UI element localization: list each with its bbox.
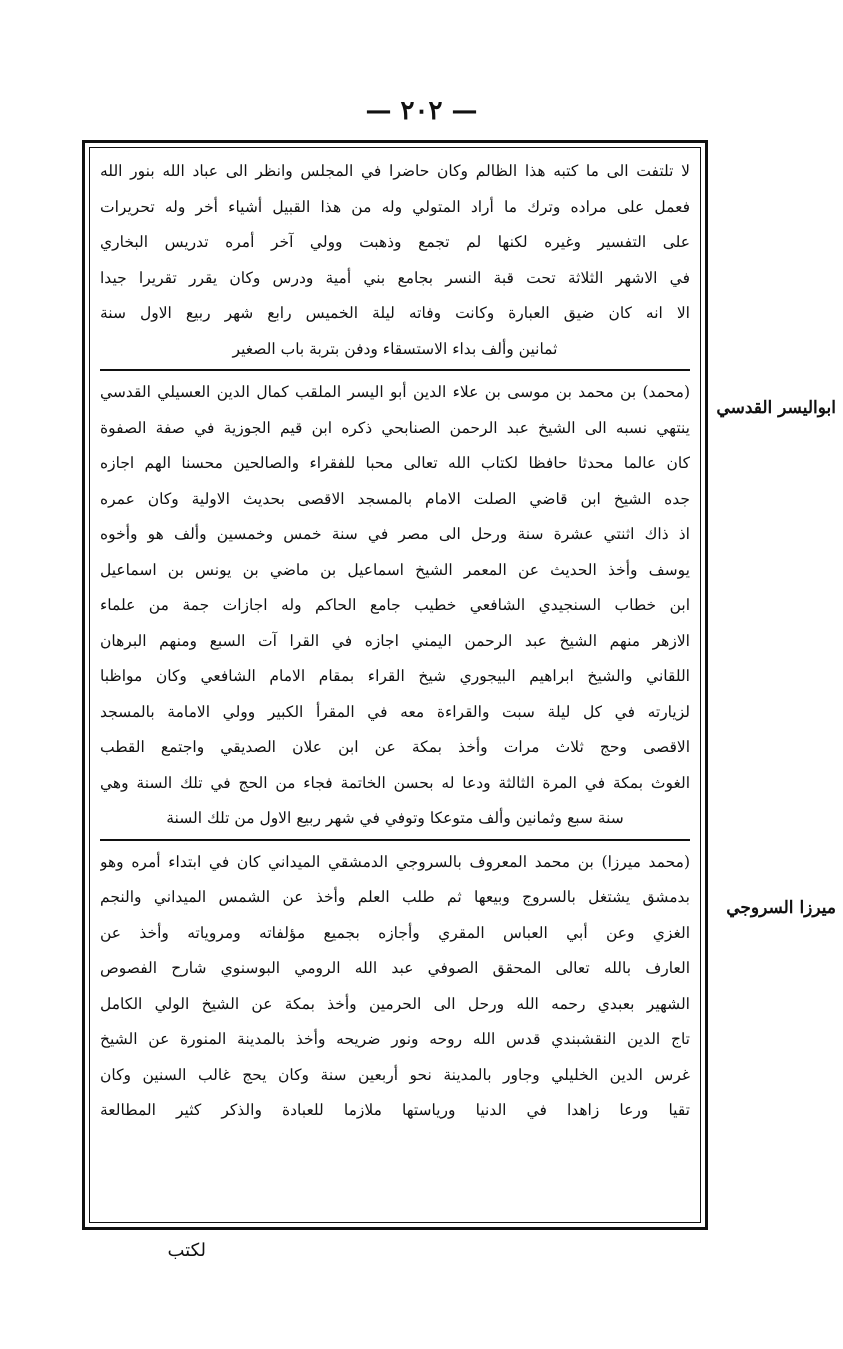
text-line: الشهير بعبدي رحمه الله ورحل الى الحرمين وأخذ بمكة عن الشيخ الولي الكامل	[100, 994, 690, 1013]
catchword: لكتب	[167, 1240, 206, 1261]
text-frame-inner	[89, 147, 701, 1223]
text-line: على التفسير وغيره لكنها لم تجمع وذهبت وولي آخر أمره تدريس البخاري	[100, 233, 690, 251]
text-line: فعمل على مراده وترك ما أراد المتولي وله من هذا القبيل أشياء أخر وله تحريرات	[100, 197, 690, 216]
text-line: الاقصى وحج ثلاث مرات وأخذ بمكة عن ابن علان الصديقي واجتمع القطب	[100, 738, 690, 756]
text-line: الازهر منهم الشيخ عبد الرحمن اليمني اجازه في القرا آت السبع ومنهم البرهان	[100, 631, 690, 650]
margin-title-abu-al-yusr: ابواليسر القدسي	[716, 398, 836, 418]
section-divider	[100, 839, 690, 841]
entry-1	[100, 154, 690, 367]
text-line: بدمشق يشتغل بالسروج وبيعها ثم طلب العلم وأخذ عن الشمس الميداني والنجم	[100, 888, 690, 906]
text-line: اللقاني والشيخ ابراهيم البيجوري شيخ القراء بمقام الامام الشافعي وكان مواظبا	[100, 667, 690, 685]
text-line: اذ ذاك اثنتي عشرة سنة ورحل الى مصر في سنة خمس وخمسين وألف هو وأخوه	[100, 525, 690, 543]
text-line: الغوث بمكة في المرة الثالثة ودعا له بحسن الخاتمة فجاء من الحج في تلك السنة وهي	[100, 773, 690, 792]
margin-title-mirza-sarouji: ميرزا السروجي	[726, 898, 836, 918]
text-line: كان عالما محدثا حافظا لكتاب الله تعالى محبا للفقراء والصالحين محسنا الهم اجازه	[100, 454, 690, 472]
section-divider	[100, 369, 690, 371]
text-frame	[82, 140, 708, 1230]
text-line: الا انه كان ضيق العبارة وكانت وفاته ليلة الخميس رابع شهر ربيع الاول سنة	[100, 304, 690, 322]
text-line: لا تلتفت الى ما كتبه هذا الظالم وكان حاضرا في المجلس وانظر الى عباد الله بنور الله	[100, 162, 690, 180]
text-line: (محمد) بن محمد بن موسى بن علاء الدين أبو اليسر الملقب كمال الدين العسيلي القدسي	[100, 383, 690, 401]
text-line: تاج الدين النقشبندي قدس الله روحه ونور ضريحه وأخذ بالمدينة المنورة عن الشيخ	[100, 1030, 690, 1048]
text-line: سنة سبع وثمانين وألف متوعكا وتوفي في شهر ربيع الاول من تلك السنة	[166, 809, 624, 827]
entry-2	[100, 375, 690, 837]
text-line: (محمد ميرزا) بن محمد المعروف بالسروجي الدمشقي الميداني كان في ابتداء أمره وهو	[100, 852, 690, 871]
text-line: العارف بالله تعالى المحقق الصوفي عبد الله الرومي البوسنوي شارح الفصوص	[100, 959, 690, 977]
entry-3	[100, 845, 690, 1129]
text-line: يوسف وأخذ الحديث عن المعمر الشيخ اسماعيل بن ماضي بن يونس بن اسماعيل	[100, 560, 690, 579]
text-line: ثمانين وألف بداء الاستسقاء ودفن بتربة باب الصغير	[232, 339, 558, 358]
text-line: تقيا ورعا زاهدا في الدنيا ورياستها ملازما للعبادة والذكر كثير المطالعة	[100, 1101, 690, 1119]
text-line: غرس الدين الخليلي وجاور بالمدينة نحو أربعين سنة وكان يحج غالب السنين وكان	[100, 1065, 690, 1084]
page-number: — ٢٠٢ —	[365, 96, 478, 126]
text-line: لزيارته في كل ليلة سبت والقراءة معه في المقرأ الكبير وولي الامامة بالمسجد	[100, 702, 690, 721]
text-line: الغزي وعن أبي العباس المقري وأجازه بجميع مؤلفاته ومروياته وأخذ عن	[100, 923, 690, 942]
text-line: جده الشيخ ابن قاضي الصلت الامام بالمسجد الاقصى بحديث الاولية وكان عمره	[100, 489, 690, 508]
text-line: في الاشهر الثلاثة تحت قبة النسر بجامع بني أمية ودرس وكان يقرر تقريرا جيدا	[100, 268, 690, 287]
text-line: ينتهي نسبه الى الشيخ عبد الرحمن الصنابحي ذكره ابن قيم الجوزية في صفة الصفوة	[100, 418, 690, 437]
text-line: ابن خطاب السنجيدي الشافعي خطيب جامع الحاكم وله اجازات جمة من علماء	[100, 596, 690, 614]
